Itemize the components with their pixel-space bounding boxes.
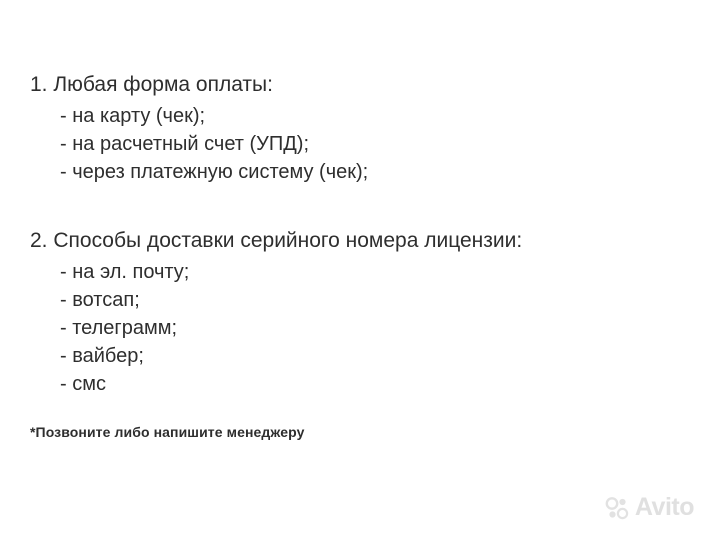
list-item: - на карту (чек);	[60, 105, 206, 127]
section-payment	[30, 70, 680, 186]
avito-watermark	[604, 493, 694, 522]
footnote: *Позвоните либо напишите менеджеру	[30, 424, 305, 440]
list-item: - на расчетный счет (УПД);	[60, 133, 310, 155]
list-item: - на эл. почту;	[60, 261, 190, 283]
list-item: - смс	[60, 373, 106, 395]
section-heading: 1. Любая форма оплаты:	[30, 73, 273, 96]
section-delivery	[30, 226, 680, 398]
section-heading: 2. Способы доставки серийного номера лицензии:	[30, 229, 523, 252]
list-item: - телеграмм;	[60, 317, 178, 339]
bullet-list	[30, 258, 680, 398]
list-item: - вотсап;	[60, 289, 140, 311]
list-item: - через платежную систему (чек);	[60, 161, 369, 183]
bullet-list	[30, 102, 680, 186]
list-item: - вайбер;	[60, 345, 144, 367]
avito-logo-icon	[604, 495, 630, 521]
avito-watermark-label: Avito	[634, 493, 694, 521]
section-divider-spacer	[30, 212, 680, 226]
